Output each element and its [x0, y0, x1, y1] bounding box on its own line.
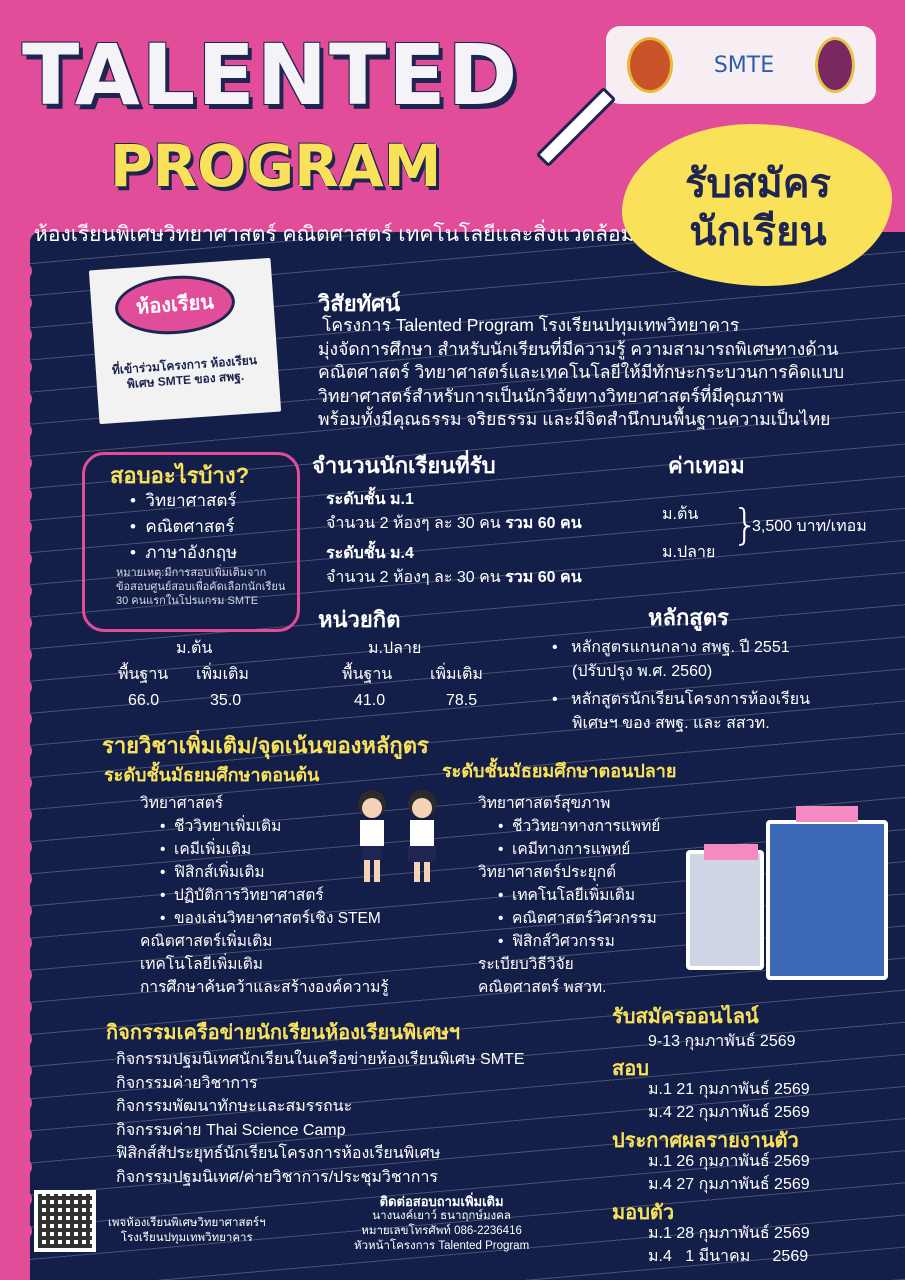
smte-logo: SMTE [713, 52, 775, 78]
exam-heading: สอบอะไรบ้าง? [110, 463, 250, 488]
announce-m4: ม.4 27 กุมภาพันธ์ 2569 [648, 1176, 810, 1193]
binder-hole [14, 1126, 32, 1144]
binder-hole [14, 326, 32, 344]
binder-hole [14, 582, 32, 600]
credits-lower-extra: 35.0 [210, 692, 242, 709]
binder-hole [14, 646, 32, 664]
notebook-holes [14, 262, 32, 1262]
credits-lower-label: ม.ต้น [176, 640, 213, 657]
report-m4: ม.4 1 มีนาคม 2569 [648, 1248, 809, 1265]
activities-heading: กิจกรรมเครือข่ายนักเรียนห้องเรียนพิเศษฯ [106, 1022, 461, 1044]
subjects-upper-list: วิทยาศาสตร์สุขภาพ • ชีววิทยาทางการแพทย์ • เคมีทางการแพทย์ วิทยาศาสตร์ประยุกต์ • เทคโนโลยีเพิ่มเติม • คณิตศาสตร์วิศวกรรม • ฟิสิกส์วิศวกรรม ระเบียบวิธีวิจัย คณิตศาสตร์ พสวท. [478, 795, 661, 996]
binder-hole [14, 550, 32, 568]
credits-upper-label: ม.ปลาย [368, 640, 422, 657]
binder-hole [14, 486, 32, 504]
qr-code-icon[interactable] [34, 1190, 96, 1252]
brace-icon: } [732, 500, 759, 549]
exam-date-heading: สอบ [612, 1058, 649, 1080]
activities-list [116, 1048, 525, 1189]
fee-amount: 3,500 บาท/เทอม [752, 518, 867, 535]
binder-hole [14, 934, 32, 952]
ministry-logo-icon [627, 37, 673, 93]
enrollment-heading: จำนวนนักเรียนที่รับ [312, 453, 496, 478]
vision-text: โครงการ Talented Program โรงเรียนปทุมเทพวิทยาคาร มุ่งจัดการศึกษา สำหรับนักเรียนที่มีความรู้ ความสามารถพิเศษทางด้าน คณิตศาสตร์ วิทยาศาสตร์และเทคโนโลยีให้มีทักษะกระบวนการคิดแบบ วิทยาศาสตร์สำหรับการเป็นนักวิจัยทางวิทยาศาสตร์ที่มีคุณภาพ พร้อมทั้งมีคุณธรรม จริยธรรม และมีจิตสำนึกบนพื้นฐานความเป็นไทย [318, 315, 845, 429]
credits-heading: หน่วยกิต [318, 607, 401, 632]
enrollment-body: ระดับชั้น ม.1 จำนวน 2 ห้องๆ ละ 30 คน รวม 60 คน ระดับชั้น ม.4 จำนวน 2 ห้องๆ ละ 30 คน รวม 60 คน [326, 491, 582, 586]
credits-upper-extra: 78.5 [446, 692, 478, 709]
list-item: • คณิตศาสตร์ [130, 517, 235, 536]
exam-list [130, 488, 237, 566]
binder-hole [14, 998, 32, 1016]
list-item: กิจกรรมพัฒนาทักษะและสมรรถนะ [116, 1098, 353, 1115]
school-logo-icon [815, 37, 855, 93]
binder-hole [14, 614, 32, 632]
subjects-upper-heading: ระดับชั้นมัธยมศึกษาตอนปลาย [442, 761, 677, 781]
fee-upper: ม.ปลาย [662, 544, 716, 561]
fee-lower: ม.ต้น [662, 506, 699, 523]
exam-date-m1: ม.1 21 กุมภาพันธ์ 2569 [648, 1081, 810, 1098]
binder-hole [14, 966, 32, 984]
subjects-heading: รายวิชาเพิ่มเติม/จุดเน้นของหลักูตร [102, 733, 429, 758]
contact-info: ติดต่อสอบถามเพิ่มเติม นางนงค์เยาว์ ธนาฤกษ์มงคล หมายเลขโทรศัพท์ 086-2236416 หัวหน้าโครงการ Talented Program [354, 1194, 530, 1252]
binder-hole [14, 838, 32, 856]
subjects-lower-list: วิทยาศาสตร์ • ชีววิทยาเพิ่มเติม • เคมีเพิ่มเติม • ฟิสิกส์เพิ่มเติม • ปฏิบัติการวิทยาศาสตร์ • ของเล่นวิทยาศาสตร์เชิง STEM คณิตศาสตร์เพิ่มเติม เทคโนโลยีเพิ่มเติม การศึกษาค้นคว้าและสร้างองค์ความรู้ [140, 795, 389, 996]
vision-heading: วิสัยทัศน์ [318, 291, 401, 316]
lab-photo [686, 850, 764, 970]
credits-lower-extra-label: เพิ่มเติม [196, 666, 249, 683]
binder-hole [14, 1158, 32, 1176]
binder-hole [14, 1094, 32, 1112]
list-item: ฟิสิกส์สัประยุทธ์นักเรียนโครงการห้องเรียนพิเศษ [116, 1145, 441, 1162]
title-program: PROGRAM [110, 132, 442, 200]
binder-hole [14, 902, 32, 920]
binder-hole [14, 294, 32, 312]
facebook-page-label: เพจห้องเรียนพิเศษวิทยาศาสตร์ฯ โรงเรียนปทุมเทพวิทยาคาร [108, 1217, 266, 1244]
list-item: • ภาษาอังกฤษ [130, 543, 238, 562]
tape [704, 844, 758, 860]
apply-badge-text: รับสมัคร นักเรียน [685, 162, 831, 254]
list-item: • วิทยาศาสตร์ [130, 491, 237, 510]
exam-date-m4: ม.4 22 กุมภาพันธ์ 2569 [648, 1104, 810, 1121]
binder-hole [14, 774, 32, 792]
report-heading: มอบตัว [612, 1202, 675, 1224]
curriculum-heading: หลักสูตร [648, 605, 729, 630]
binder-hole [14, 454, 32, 472]
credits-lower-basic-label: พื้นฐาน [118, 666, 169, 683]
tape [796, 806, 858, 822]
curriculum-list: • หลักสูตรแกนกลาง สพฐ. ปี 2551 (ปรับปรุง พ.ศ. 2560) • หลักสูตรนักเรียนโครงการห้องเรียน พิเศษฯ ของ สพฐ. และ สสวท. [552, 639, 811, 732]
binder-hole [14, 806, 32, 824]
title-talented: TALENTED [22, 26, 520, 124]
announce-m1: ม.1 26 กุมภาพันธ์ 2569 [648, 1153, 810, 1170]
binder-hole [14, 678, 32, 696]
binder-hole [14, 870, 32, 888]
binder-hole [14, 422, 32, 440]
binder-hole [14, 1030, 32, 1048]
pencil-icon [536, 87, 617, 168]
exam-note: หมายเหตุ:มีการสอบเพิ่มเติมจากข้อสอบศูนย์สอบเพื่อคัดเลือกนักเรียน 30 คนแรกในโปรแกรม SMTE [116, 567, 286, 607]
binder-hole [14, 710, 32, 728]
subtitle: ห้องเรียนพิเศษวิทยาศาสตร์ คณิตศาสตร์ เทคโนโลยีและสิ่งแวดล้อม [34, 223, 635, 246]
credits-upper-basic: 41.0 [354, 692, 386, 709]
logo-bar [606, 26, 876, 104]
subjects-lower-heading: ระดับชั้นมัธยมศึกษาตอนต้น [104, 765, 320, 785]
fee-heading: ค่าเทอม [668, 453, 745, 478]
binder-hole [14, 390, 32, 408]
binder-hole [14, 1062, 32, 1080]
binder-hole [14, 1222, 32, 1240]
list-item: กิจกรรมค่าย Thai Science Camp [116, 1121, 346, 1139]
credits-lower-basic: 66.0 [128, 692, 160, 709]
note-badge: ห้องเรียน [113, 272, 237, 338]
register-date: 9-13 กุมภาพันธ์ 2569 [648, 1033, 796, 1050]
binder-hole [14, 518, 32, 536]
binder-hole [14, 1190, 32, 1208]
list-item: กิจกรรมค่ายวิชาการ [116, 1074, 258, 1092]
binder-hole [14, 262, 32, 280]
binder-hole [14, 742, 32, 760]
note-text: ที่เข้าร่วมโครงการ ห้องเรียนพิเศษ SMTE ของ สพฐ. [111, 352, 258, 392]
credits-upper-basic-label: พื้นฐาน [342, 666, 393, 683]
students-illustration-icon [338, 786, 458, 890]
credits-upper-extra-label: เพิ่มเติม [430, 666, 483, 683]
trip-photo [766, 820, 888, 980]
announce-heading: ประกาศผลรายงานตัว [612, 1130, 799, 1152]
list-item: กิจกรรมปฐมนิเทศ/ค่ายวิชาการ/ประชุมวิชาการ [116, 1168, 439, 1186]
register-heading: รับสมัครออนไลน์ [612, 1006, 759, 1028]
list-item: กิจกรรมปฐมนิเทศนักเรียนในเครือข่ายห้องเรียนพิเศษ SMTE [116, 1051, 525, 1068]
report-m1: ม.1 28 กุมภาพันธ์ 2569 [648, 1225, 810, 1242]
binder-hole [14, 358, 32, 376]
